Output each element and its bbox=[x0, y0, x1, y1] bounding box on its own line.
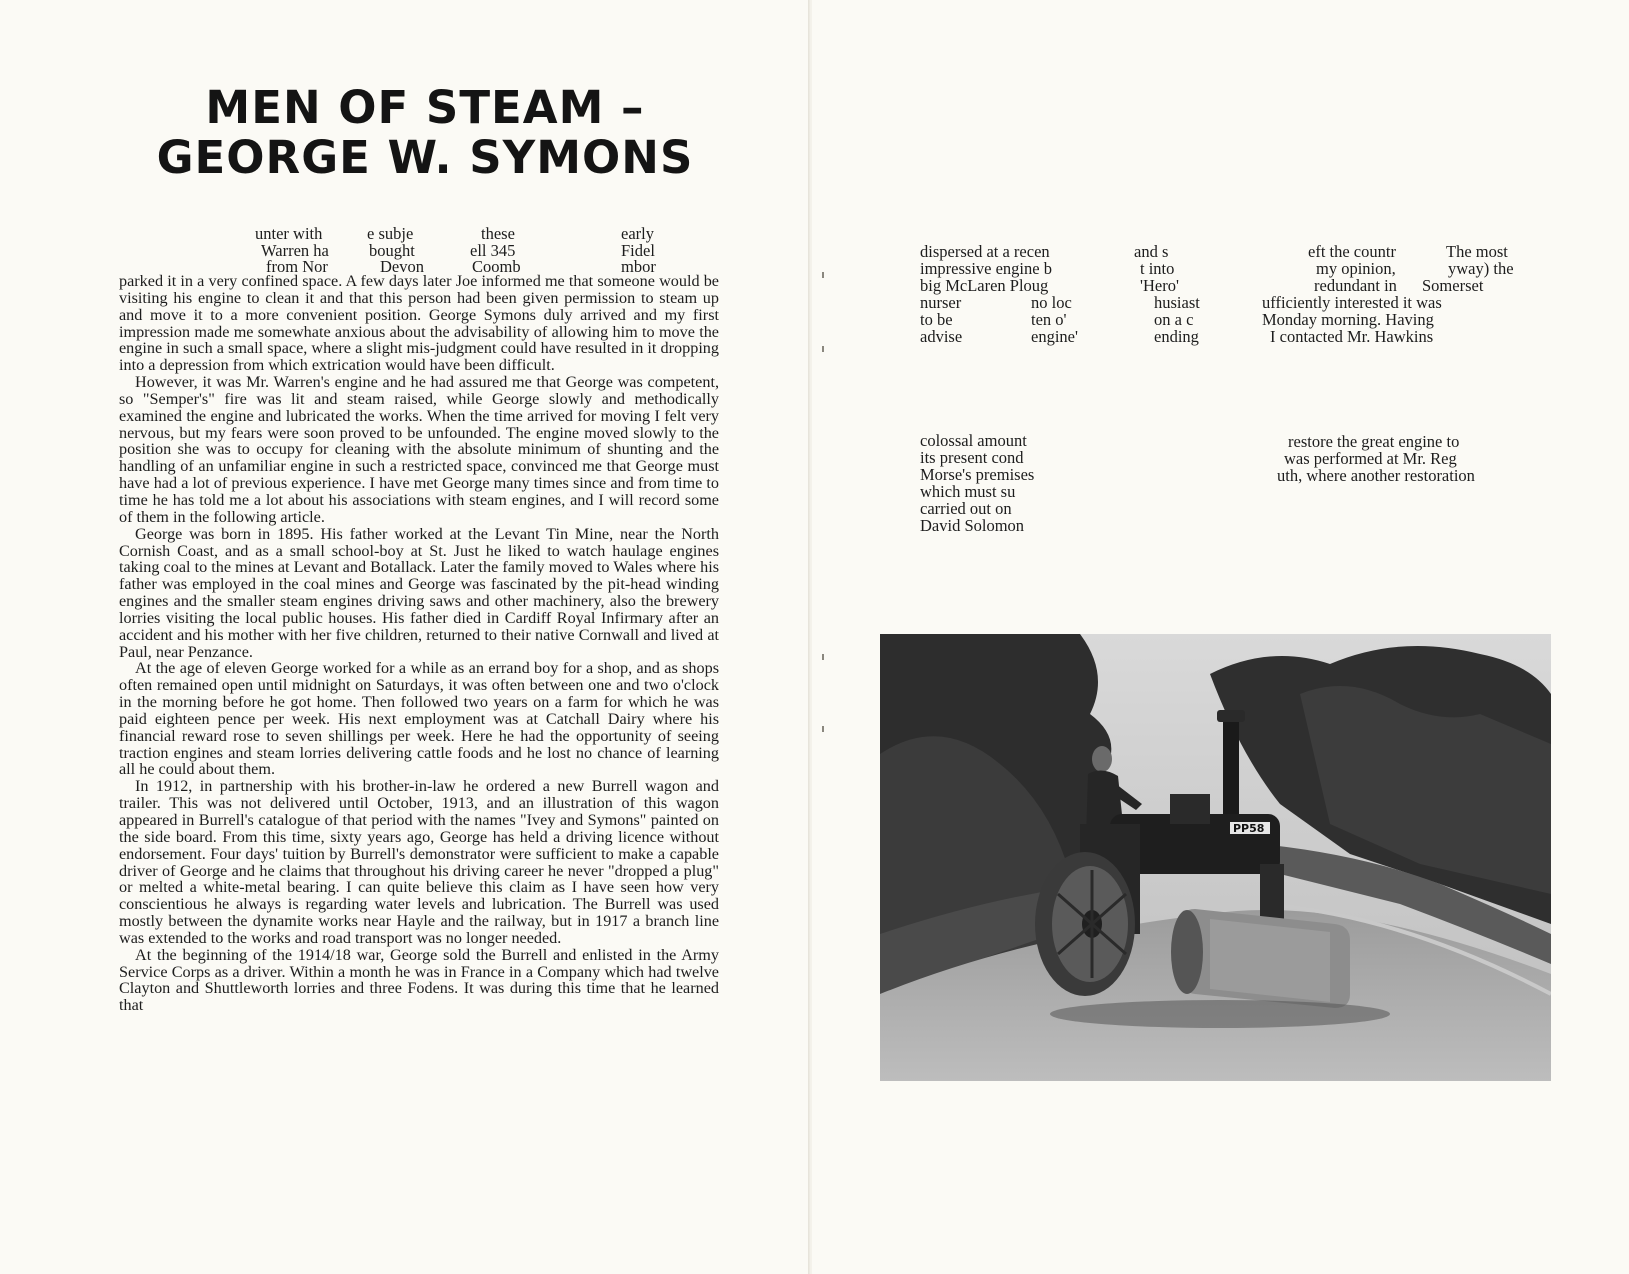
fragment-text: impressive engine b bbox=[920, 259, 1052, 278]
fragment-text: Coomb bbox=[472, 257, 521, 276]
fragment-text: big McLaren Ploug bbox=[920, 276, 1049, 295]
fragment-text: ten o' bbox=[1031, 310, 1067, 329]
body-paragraph: At the beginning of the 1914/18 war, George sold the Burrell and enlisted in the Army Service Corps as a driver. Within a month he was in France in a Company which had twelve Clayton and Shuttleworth lorries and three Fodens. It was during this time that he learned that bbox=[119, 945, 719, 1015]
left-page bbox=[0, 0, 810, 1274]
body-paragraph: However, it was Mr. Warren's engine and he had assured me that George was competent, so "Semper's" fire was lit and steam raised, while George slowly and methodically examined the engine and lubricated the works. When the time arrived for moving I felt very nervous, but my fears were soon proved to be unfounded. The engine moved slowly to the position she was to occupy for cleaning with the absolute minimum of shunting and the handling of an unfamiliar engine in such a restricted space, convinced me that George must have had a lot of previous experience. I have met George many times since and from time to time he has told me a lot about his associations with steam engines, and I will record some of them in the following article. bbox=[119, 373, 719, 526]
fragment-text: e subje bbox=[367, 224, 414, 243]
margin-mark bbox=[822, 726, 824, 732]
fragment-text: engine' bbox=[1031, 327, 1078, 346]
fragment-text: Morse's premises bbox=[920, 465, 1035, 484]
fragment-text: dispersed at a recen bbox=[920, 242, 1050, 261]
fragment-text: these bbox=[481, 224, 515, 243]
fragment-text: was performed at Mr. Reg bbox=[1284, 449, 1457, 468]
body-paragraph: parked it in a very confined space. A few days later Joe informed me that someone would be visiting his engine to clean it and that this person had been given permission to steam up and move it to a more convenient position. George Symons duly arrived and my first impression made me somewhate anxious about the advisability of allowing him to move the engine in such a small space, where a slight mis-judgment could have resulted in it dropping into a depression from which extrication would have been difficult. bbox=[119, 272, 719, 375]
fragment-text: my opinion, bbox=[1316, 259, 1396, 278]
fragment-text: husiast bbox=[1154, 293, 1200, 312]
fragment-text: ending bbox=[1154, 327, 1199, 346]
fragment-text: on a c bbox=[1154, 310, 1194, 329]
article-title-line-2: GEORGE W. SYMONS bbox=[156, 131, 694, 184]
fragment-text: which must su bbox=[920, 482, 1016, 501]
fragment-text: t into bbox=[1140, 259, 1175, 278]
margin-mark bbox=[822, 346, 824, 352]
registration-plate-text: PP58 bbox=[1233, 822, 1265, 835]
body-paragraph: In 1912, in partnership with his brother-in-law he ordered a new Burrell wagon and trailer. This was not delivered until October, 1913, and an illustration of this wagon appeared in Burrell's catalogue of that period with the names "Ivey and Symons" painted on the side board. From this time, sixty years ago, George has held a driving licence without endorsement. Four days' tuition by Burrell's demonstrator were sufficient to make a capable driver of George and he claims that throughout his driving career he never "dropped a plug" or melted a white-metal bearing. I can quite believe this claim as I have seen how very conscientious he always is regarding water levels and lubrication. The Burrell was used mostly between the dynamite works near Hayle and the railway, but in 1917 a branch line was extended to the works and road transport was no longer needed. bbox=[119, 777, 719, 947]
fragment-text: Devon bbox=[380, 257, 424, 276]
fragment-text: advise bbox=[920, 327, 963, 346]
fragment-text: carried out on bbox=[920, 499, 1012, 518]
fragment-text: no loc bbox=[1031, 293, 1072, 312]
fragment-text: yway) the bbox=[1448, 259, 1514, 278]
fragment-text: early bbox=[621, 224, 654, 243]
fragment-text: restore the great engine to bbox=[1288, 432, 1460, 451]
fragment-text: bought bbox=[369, 241, 415, 260]
fragment-text: ell 345 bbox=[470, 241, 516, 260]
fragment-text: redundant in bbox=[1314, 276, 1397, 295]
fragment-text: 'Hero' bbox=[1140, 276, 1179, 295]
fragment-text: mbor bbox=[621, 257, 656, 276]
fragment-text: Warren ha bbox=[261, 241, 329, 260]
fragment-text: unter with bbox=[255, 224, 323, 243]
fragment-text: its present cond bbox=[920, 448, 1024, 467]
article-title-line-1: MEN OF STEAM – bbox=[205, 81, 645, 134]
body-paragraph: George was born in 1895. His father worked at the Levant Tin Mine, near the North Cornish Coast, and as a small school-boy at St. Just he liked to watch haulage engines taking coal to the mines at Levant and Botallack. Later the family moved to Wales where his father was employed in the coal mines and George was fascinated by the pit-head winding engines and the smaller steam engines driving saws and other machinery, also the brewery lorries visiting the local public houses. His father died in Cardiff Royal Infirmary after an accident and his mother with her five children, returned to their native Cornwall and lived at Paul, near Penzance. bbox=[119, 524, 719, 661]
fragment-text: I contacted Mr. Hawkins bbox=[1270, 327, 1434, 346]
fragment-text: ufficiently interested it was bbox=[1262, 293, 1442, 312]
margin-mark bbox=[822, 272, 824, 278]
body-paragraph: At the age of eleven George worked for a while as an errand boy for a shop, and as shops often remained open until midnight on Saturdays, it was often between one and two o'clock in the morning before he got home. Then followed two years on a farm for which he was paid eighteen pence per week. His next employment was at Catchall Dairy where his financial reward rose to seven shillings per week. Here he had the opportunity of seeing traction engines and steam lorries delivering cattle foods and he lost no chance of learning all he could about them. bbox=[119, 659, 719, 779]
article-body bbox=[119, 273, 719, 1014]
fragment-text: to be bbox=[920, 310, 953, 329]
margin-mark bbox=[822, 654, 824, 660]
steam-roller-photo bbox=[880, 634, 1551, 1081]
fragment-text: uth, where another restoration bbox=[1277, 466, 1475, 485]
fragment-text: nurser bbox=[920, 293, 962, 312]
fragment-text: Somerset bbox=[1422, 276, 1484, 295]
fragment-text: from Nor bbox=[266, 257, 328, 276]
fragment-text: David Solomon bbox=[920, 516, 1025, 535]
fragment-text: Fidel bbox=[621, 241, 655, 260]
fragment-text: eft the countr bbox=[1308, 242, 1396, 261]
fragment-text: The most bbox=[1446, 242, 1508, 261]
fragment-text: and s bbox=[1134, 242, 1169, 261]
fragment-text: Monday morning. Having bbox=[1262, 310, 1434, 329]
fragment-text: colossal amount bbox=[920, 431, 1027, 450]
